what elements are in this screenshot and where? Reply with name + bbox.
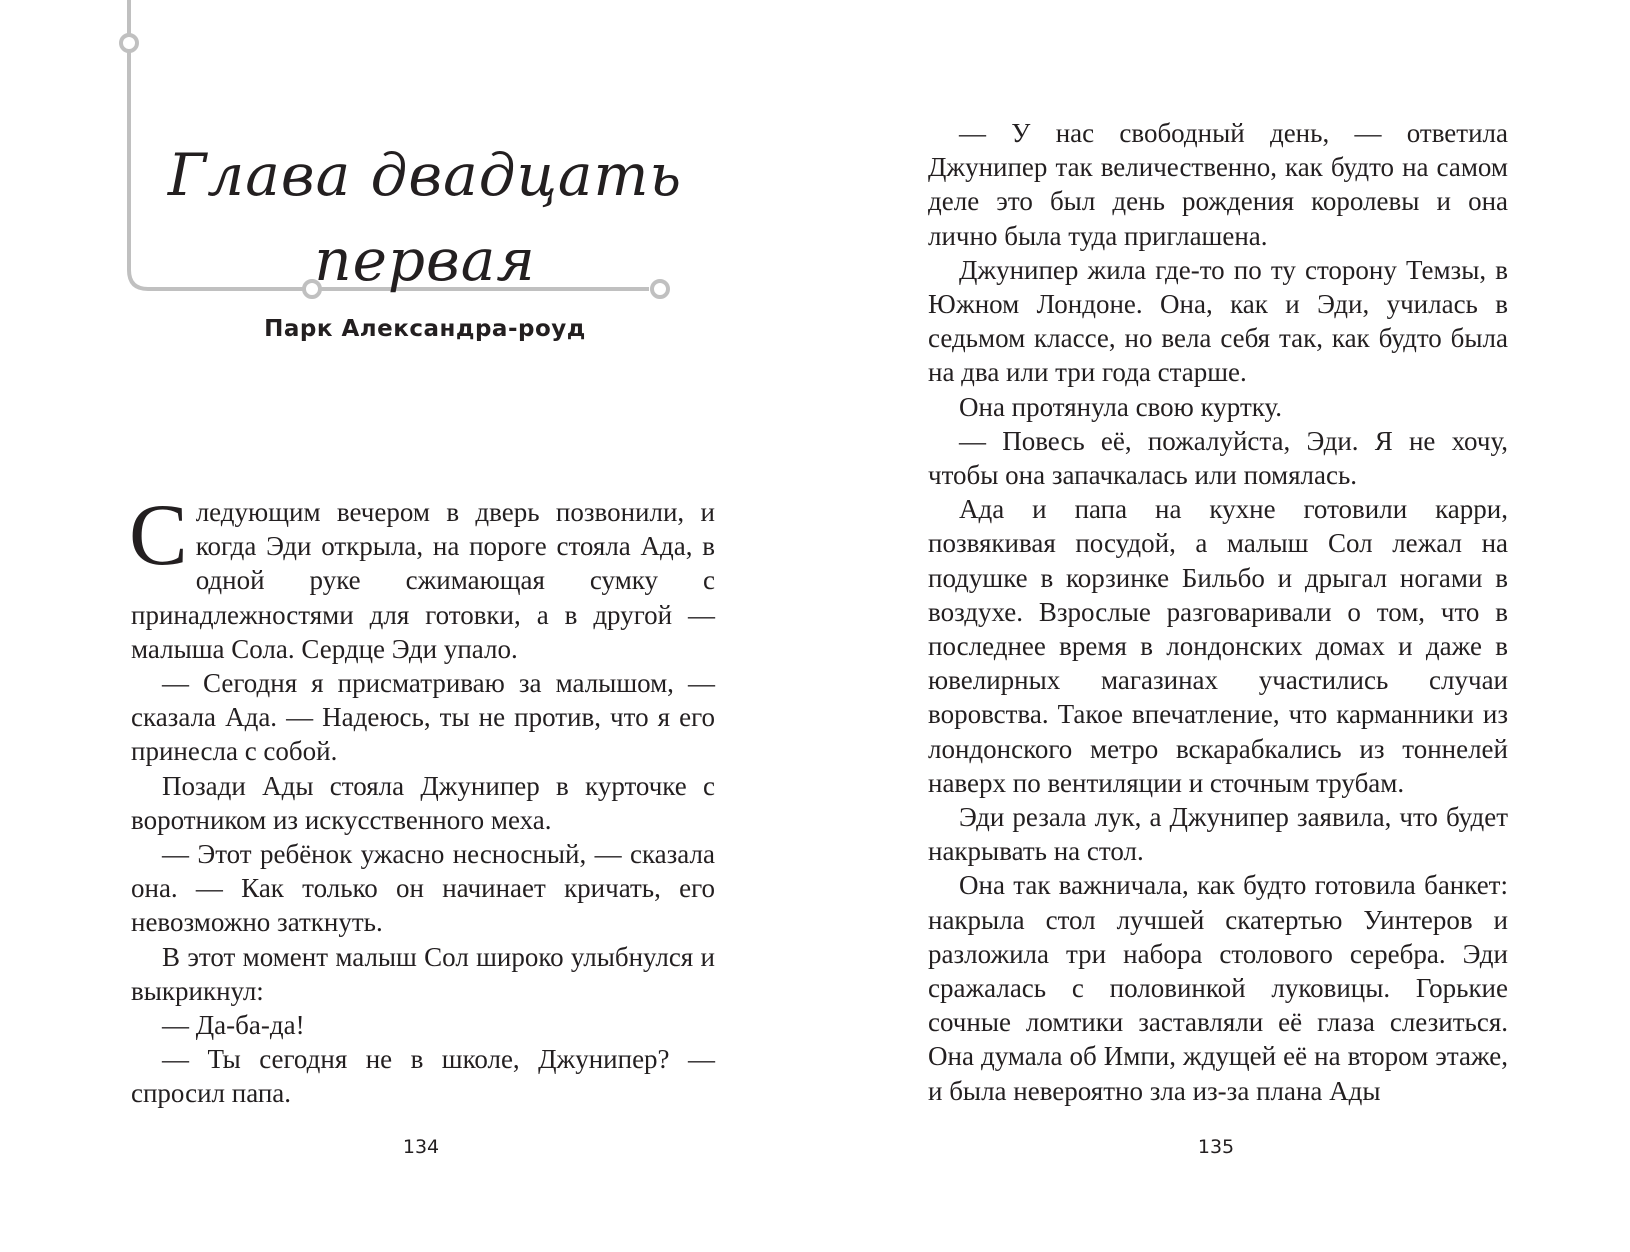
paragraph: — У нас свободный день, — ответила Джунипер так величественно, как будто на самом деле это был день рождения королевы и она лично была туда приглашена. (928, 118, 1508, 251)
page-number-right: 135 (1197, 1136, 1235, 1158)
paragraph: — Этот ребёнок ужасно несносный, — сказала она. — Как только он начинает кричать, его невозможно заткнуть. (131, 839, 715, 938)
drop-cap: С (129, 487, 188, 584)
opening-paragraph-text: ледующим вечером в дверь позвонили, и когда Эди открыла, на пороге стояла Ада, в одной руке сжимающая сумку с принадлежностями для готовки, а в другой — малыша Сола. Сердце Эди упало. (131, 497, 715, 664)
chapter-title-line1: Глава двадцать (167, 141, 683, 209)
chapter-subtitle: Парк Александра-роуд (264, 316, 586, 342)
paragraph: В этот момент малыш Сол широко улыбнулся и выкрикнул: (131, 941, 715, 1006)
paragraph: Эди резала лук, а Джунипер заявила, что будет накрывать на стол. (928, 802, 1508, 867)
paragraph: Джунипер жила где-то по ту сторону Темзы, в Южном Лондоне. Она, как и Эди, училась в седьмом классе, но вела себя так, как будто была на два или три года старше. (928, 254, 1508, 388)
chapter-title-line2: первая (314, 225, 536, 294)
paragraph: Ада и папа на кухне готовили карри, позвякивая посудой, а малыш Сол лежал на подушке в корзинке Бильбо и дрыгал ногами в воздухе. Взрослые разговаривали о том, что в последнее время в лондонских домах и даже в ювелирных магазинах участились случаи воровства. Такое впечатление, что карманники из лондонского метро вскарабкались из тоннелей наверх по вентиляции и сточным трубам. (928, 494, 1508, 798)
left-page-body (129, 487, 715, 1111)
paragraph: — Повесь её, пожалуйста, Эди. Я не хочу, чтобы она запачкалась или помялась. (928, 425, 1508, 491)
paragraph: — Да-ба-да! (162, 1010, 305, 1041)
paragraph: Она так важничала, как будто готовила банкет: накрыла стол лучшей скатертью Уинтеров и разложила три набора столового серебра. Эди сражалась с половинкой луковицы. Горькие сочные ломтики заставляли её глаза слезиться. Она думала об Импи, ждущей её на втором этаже, и была невероятно зла из-за плана Ады (928, 870, 1508, 1106)
paragraph: — Ты сегодня не в школе, Джунипер? — спросил папа. (131, 1044, 715, 1109)
paragraph: — Сегодня я присматриваю за малышом, — сказала Ада. — Надеюсь, ты не против, что я его принесла с собой. (131, 668, 715, 767)
ornament-node-top (121, 35, 137, 51)
paragraph: Она протянула свою куртку. (959, 391, 1283, 422)
right-page (815, 0, 1630, 1252)
right-page-body (928, 116, 1508, 1108)
opening-paragraph (129, 487, 715, 666)
paragraph: Позади Ады стояла Джунипер в курточке с воротником из искусственного меха. (131, 770, 715, 835)
page-number-left: 134 (402, 1136, 440, 1158)
chapter-title (132, 133, 718, 302)
